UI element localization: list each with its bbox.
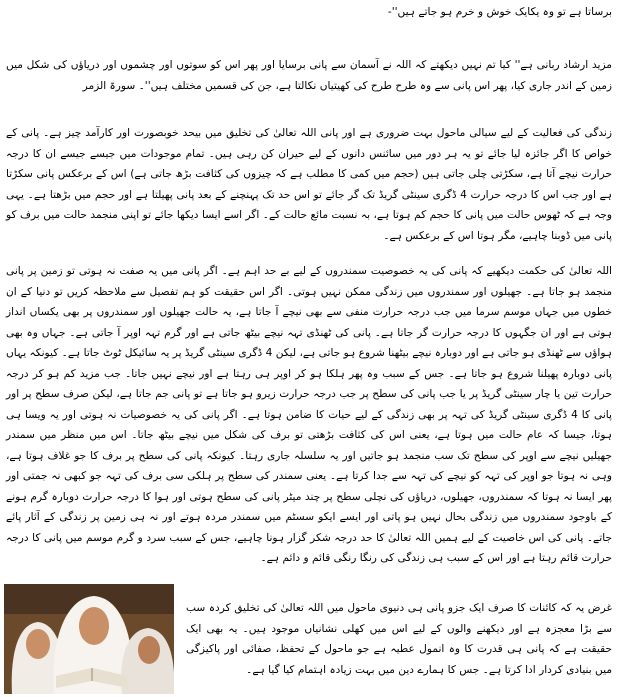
paragraph-divine-wisdom: اللہ تعالیٰ کی حکمت دیکھیے کہ پانی کی یہ خصوصیت سمندروں کے لیے بے حد اہم ہے۔ اگر پانی میں یہ صفت نہ ہوتی تو زمین پر پانی منجمد ہو جاتا ہے۔ جھیلوں اور سمندروں میں زندگی ممکن نہیں ہوتی۔ اگر اس حقیقت کو ہم تفصیل سے ملاحظہ کریں تو دنیا کے ان خطوں میں جہاں موسم سرما میں جب درجہ حرارت منفی سے بھی نیچے آ جاتا ہے، یہ حالت جھیلوں اور سمندروں پر بھی یکساں انداز ہوتی ہے اور ان جگہوں کا درجہ حرارت گر جاتا ہے۔ پانی کی ٹھنڈی تہہ نیچے بیٹھ جاتی ہے اور گرم تہہ اوپر آ جاتی ہے۔ جہاں وہ بھی ہواؤں سے ٹھنڈی ہو جاتی ہے اور دوبارہ نیچے بیٹھنا شروع ہو جاتی ہے، لیکن 4 ڈگری سینٹی گریڈ پر یہ سائیکل ٹوٹ جاتا ہے۔ کیونکہ یہاں پانی دوبارہ پھیلنا شروع ہو جاتا ہے۔ جس کے سبب وہ پھر ہلکا ہو کر اوپر ہی رہتا ہے اور نیچے نہیں جاتا۔ جب مزید کم ہو کر درجہ حرارت تین یا چار سینٹی گریڈ پر یا جب پانی کی سطح پر جب درجہ حرارت زیرو ہو جاتا ہے تو پانی جم جاتا ہے، لیکن صرف سطح پر اور پانی کا 4 ڈگری سینٹی گریڈ کی تہہ پر بھی زندگی کے لیے حیات کا ضامن ہوتا ہے۔ اگر پانی کی یہ خصوصیات نہ ہوتی اور یہ ویسا ہی ہوتا، جیسا کہ عام حالت میں ہوتا ہے، یعنی اس کی کثافت بڑھتی تو برف کی شکل میں نیچے بیٹھ جاتا۔ اس میں منظر میں سمندر جھیلیں نیچے سے اوپر کی سطح تک سب منجمد ہو جاتیں اور یہ سلسلہ جاری رہتا۔ کیونکہ پانی کی سطح پر برف کا جو غلاف ہوتا ہے، وہی نہ ہوتا جو اوپر کی تہہ کو نیچے کی تہہ سے جدا کرتا ہے۔ یعنی سمندر کی سطح پر ہلکی سی برف کی تہہ جو کبھی نہ جمتی اور پھر ایسا نہ ہوتا کہ سمندروں، جھیلوں، دریاؤں کی نچلی سطح پر چند میٹر پانی کی سطح ہوتی اور ہوا کا درجہ حرارت دوبارہ گرم ہونے کے باوجود سمندروں میں زندگی بحال نہیں ہو پاتی اور ایسے ایکو سسٹم میں سمندر مردہ ہوتے اور نہ ہی زمین پر زندگی کے آثار پائے جاتے۔ پانی کی اس خاصیت کے لیے ہمیں اللہ تعالیٰ کا حد درجہ شکر گزار ہونا چاہیے، جس کے سبب سرد و گرم موسم میں پانی کا درجہ حرارت قائم رہتا ہے اور اس کے سبب ہی زندگی کی رنگا رنگی قائم و دائم ہے۔	[6, 265, 613, 564]
paragraph-quran-quote: مزید ارشاد ربانی ہے'' کیا تم نہیں دیکھتے کہ اللہ نے آسمان سے پانی برسایا اور پھر اس کو سوتوں اور چشموں اور دریاؤں کی شکل میں زمین کے اندر جاری کیا، پھر اس پانی سے وہ طرح طرح کی کھیتیاں نکالتا ہے، جن کی قسمیں مختلف ہیں''۔ سورۃ الزمر	[6, 59, 612, 92]
paragraph-conclusion: غرض یہ کہ کائنات کا صرف ایک جزو پانی ہی دنیوی ماحول میں اللہ تعالیٰ کی تخلیق کردہ سب سے بڑا معجزہ ہے اور دیکھنے والوں کے لیے اس میں کھلی نشانیاں موجود ہیں۔ یہ بھی ایک حقیقت ہے کہ پانی ہی قدرت کا وہ انمول عطیہ ہے جو ماحول کے تحفظ، صفائی اور پاکیزگی میں بنیادی کردار ادا کرتا ہے۔ جس کا ہمارے دین میں بہت زیادہ اہتمام کیا گیا ہے۔	[186, 602, 612, 676]
family-reading-photo	[4, 584, 174, 694]
paragraph-intro-end: برساتا ہے تو وہ یکایک خوش و خرم ہو جاتے ہیں''-	[387, 6, 612, 18]
photo-illustration	[4, 584, 174, 694]
paragraph-water-properties: زندگی کی فعالیت کے لیے سیالی ماحول بہت ضروری ہے اور پانی اللہ تعالیٰ کی تخلیق میں بیحد خوبصورت اور کارآمد چیز ہے۔ پانی کے خواص کا اگر جائزہ لیا جائے تو یہ ہر دور میں سائنس دانوں کے لیے حیران کن رہی ہیں۔ تمام موجودات میں جیسے جیسے ان کا درجہ حرارت نیچے آتا ہے، سکڑتی چلی جاتی ہیں (حجم میں کمی کا مطلب ہے کہ چیزوں کی کثافت بڑھ جاتی ہے) اس کے برعکس پانی سکڑتا ہے اور جب اس کا درجہ حرارت 4 ڈگری سینٹی گریڈ تک گر جائے تو اس حد تک پہنچنے کے بعد پانی پھیلتا ہے اور حجم میں بڑھتا ہے۔ یہی وجہ ہے کہ ٹھوس حالت میں پانی کا حجم کم ہوتا ہے، بہ نسبت مائع حالت کے۔ اگر اسے ایسا دیکھا جائے تو اپنی منجمد حالت میں برف کو پانی میں ڈوبنا چاہیے، مگر ہوتا اس کے برعکس ہے۔	[6, 127, 612, 242]
